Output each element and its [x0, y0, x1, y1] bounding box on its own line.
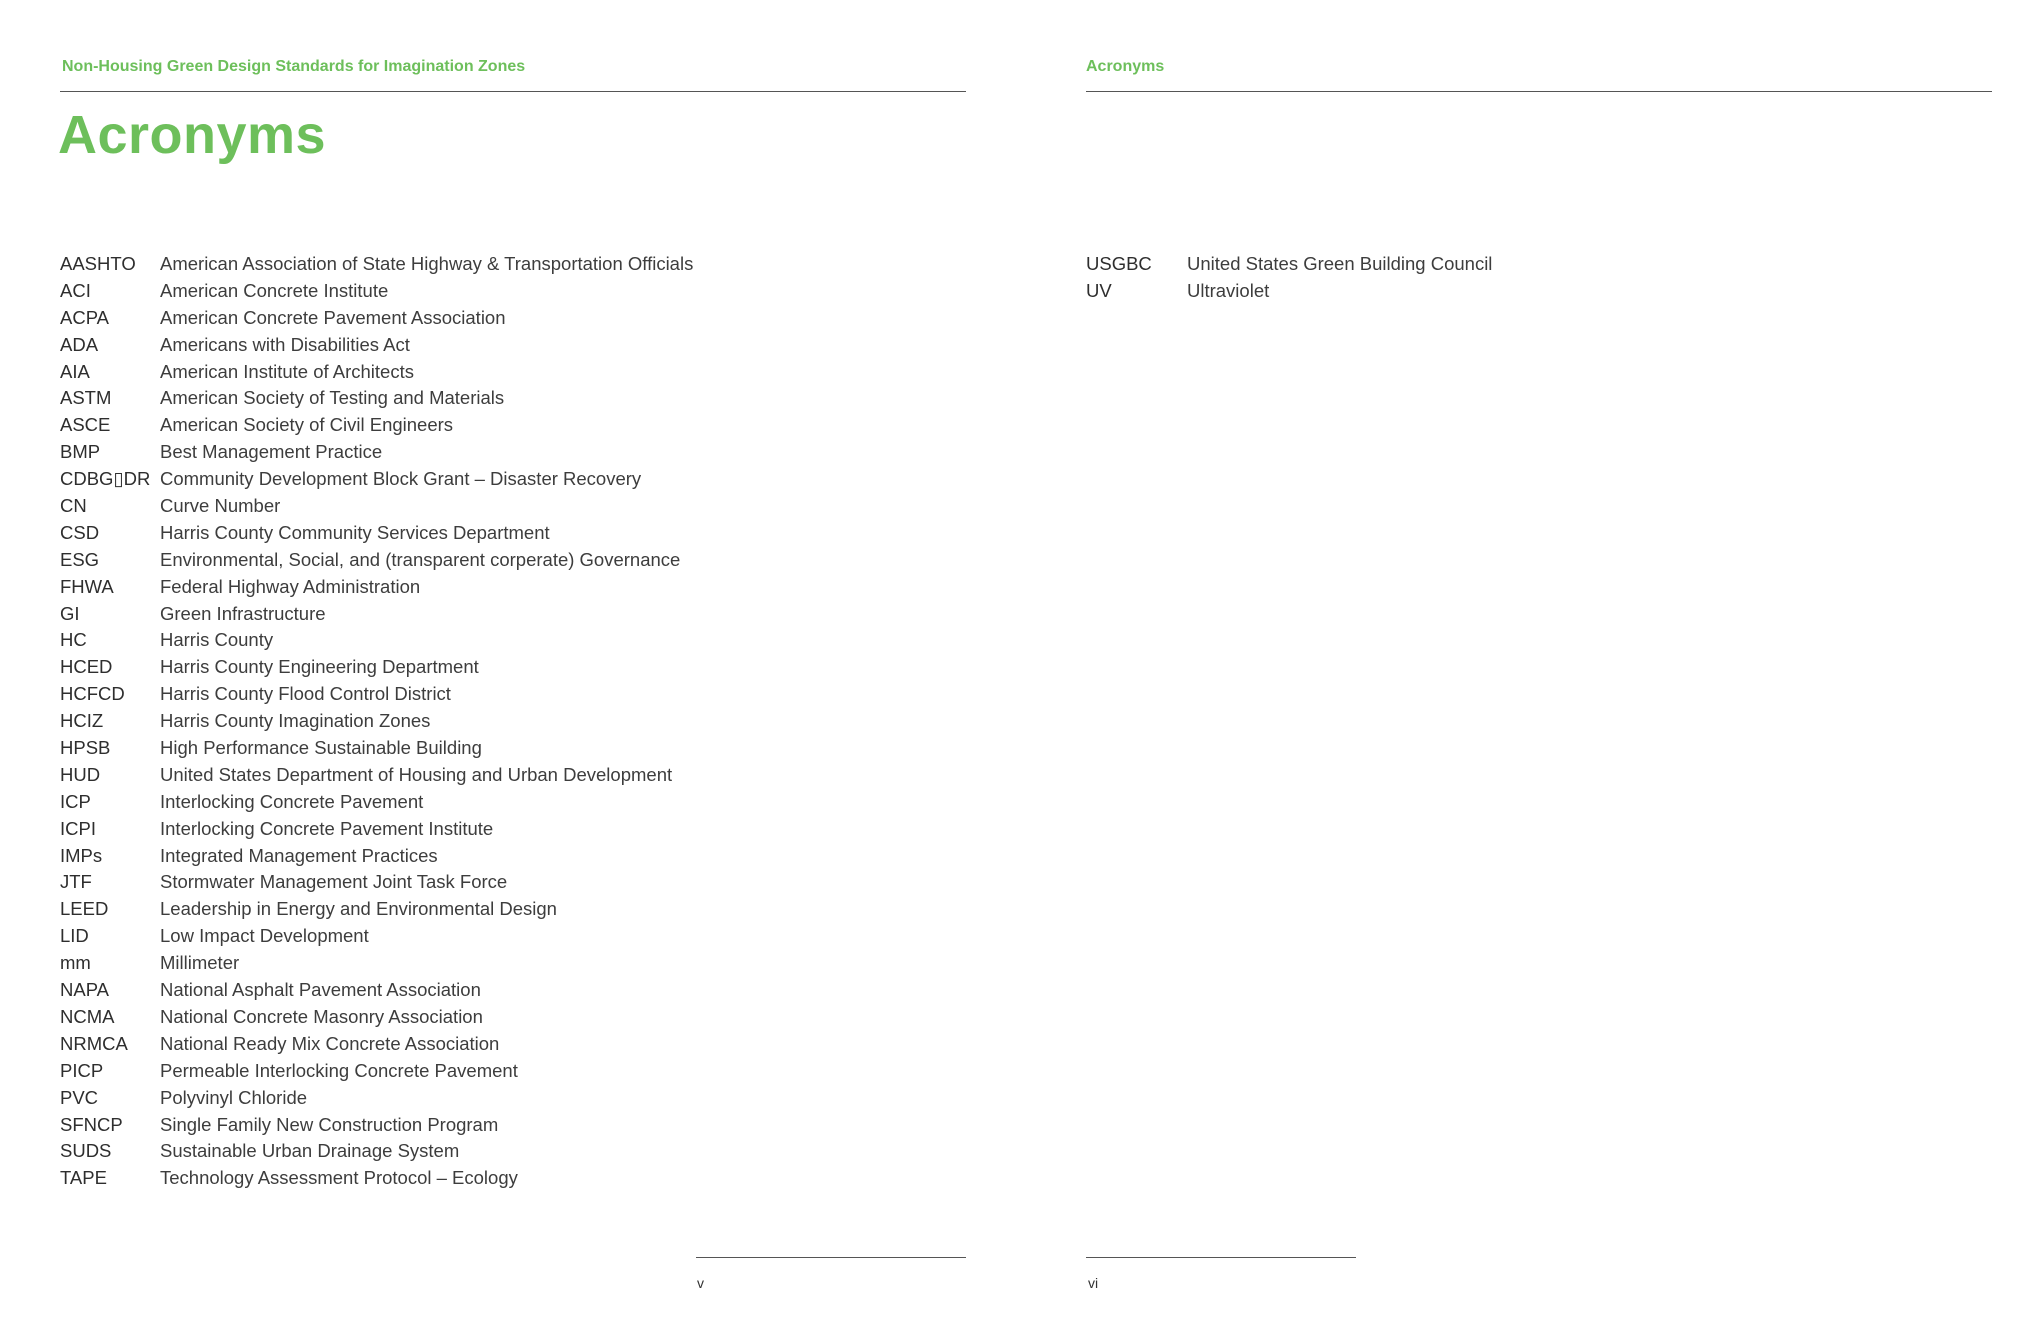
acronym-entry: [60, 789, 693, 816]
acronym-entry: [60, 547, 693, 574]
acronym-abbreviation: ICP: [60, 790, 91, 812]
acronym-abbreviation: CSD: [60, 521, 100, 543]
acronym-abbreviation: ASTM: [60, 387, 112, 409]
acronym-definition: Interlocking Concrete Pavement: [160, 790, 424, 812]
acronym-entry: [60, 1031, 693, 1058]
acronym-abbreviation: ACPA: [60, 306, 110, 328]
acronym-entry: [60, 896, 693, 923]
acronym-entry: [60, 923, 693, 950]
acronym-abbreviation: JTF: [60, 871, 92, 893]
acronym-abbreviation: PVC: [60, 1086, 99, 1108]
acronym-definition: Stormwater Management Joint Task Force: [160, 871, 508, 893]
acronym-entry: [60, 251, 693, 278]
acronym-entry: [60, 305, 693, 332]
acronym-definition: Curve Number: [160, 495, 281, 517]
acronym-entry: [60, 681, 693, 708]
acronym-entry: [60, 816, 693, 843]
acronym-entry: [1086, 278, 1492, 305]
acronym-abbreviation: HCFCD: [60, 683, 125, 705]
acronym-entry: [60, 762, 693, 789]
acronym-abbreviation: NAPA: [60, 979, 110, 1001]
acronym-abbreviation: AASHTO: [60, 253, 136, 274]
page-number: v: [697, 1275, 704, 1291]
running-header: Acronyms: [1086, 58, 1165, 75]
acronym-entry: [60, 869, 693, 896]
acronym-definition: High Performance Sustainable Building: [160, 737, 482, 759]
acronym-definition: American Society of Testing and Materials: [160, 387, 505, 409]
acronym-entry: [60, 278, 693, 305]
acronym-list: [60, 251, 693, 1192]
acronym-definition: Community Development Block Grant – Disaster Recovery: [160, 468, 642, 490]
acronym-abbreviation: BMP: [60, 441, 101, 463]
acronym-definition: Harris County Engineering Department: [160, 656, 479, 678]
acronym-definition: Millimeter: [160, 952, 240, 974]
acronym-definition: Polyvinyl Chloride: [160, 1086, 308, 1108]
acronym-abbreviation: TAPE: [60, 1167, 107, 1189]
acronym-list: [1086, 251, 1492, 305]
running-header: Non-Housing Green Design Standards for Imagination Zones: [62, 58, 526, 75]
acronym-definition: Integrated Management Practices: [160, 844, 438, 866]
acronym-entry: [60, 1165, 693, 1192]
footer-rule: [1086, 1257, 1356, 1258]
acronym-entry: [60, 735, 693, 762]
acronym-entry: [60, 412, 693, 439]
acronym-definition: Permeable Interlocking Concrete Pavement: [160, 1059, 518, 1081]
acronym-abbreviation: FHWA: [60, 575, 114, 597]
right-page: [1020, 0, 2040, 1320]
acronym-definition: Harris County Imagination Zones: [160, 710, 431, 732]
acronym-abbreviation: LID: [60, 925, 89, 947]
acronym-abbreviation: mm: [60, 952, 91, 974]
acronym-definition: Americans with Disabilities Act: [160, 333, 410, 355]
header-rule: [60, 91, 966, 92]
acronym-definition: National Asphalt Pavement Association: [160, 979, 481, 1001]
acronym-entry: [60, 520, 693, 547]
acronym-definition: Leadership in Energy and Environmental Design: [160, 898, 557, 920]
acronym-entry: [60, 627, 693, 654]
acronym-abbreviation: ASCE: [60, 414, 111, 436]
acronym-definition: Sustainable Urban Drainage System: [160, 1140, 460, 1162]
acronym-abbreviation: ACI: [60, 279, 91, 301]
acronym-definition: Federal Highway Administration: [160, 575, 421, 597]
acronym-abbreviation: PICP: [60, 1059, 104, 1081]
acronym-abbreviation: HPSB: [60, 737, 111, 759]
acronym-definition: Low Impact Development: [160, 925, 369, 947]
acronym-definition: Single Family New Construction Program: [160, 1113, 499, 1135]
acronym-abbreviation: CN: [60, 495, 87, 517]
acronym-definition: Technology Assessment Protocol – Ecology: [160, 1167, 518, 1189]
acronym-entry: [60, 654, 693, 681]
acronym-definition: Environmental, Social, and (transparent corperate) Governance: [160, 548, 681, 570]
acronym-entry: [60, 977, 693, 1004]
acronym-entry: [60, 601, 693, 628]
acronym-entry: [60, 359, 693, 386]
acronym-entry: [60, 466, 693, 493]
acronym-definition: Interlocking Concrete Pavement Institute: [160, 817, 494, 839]
acronym-entry: [60, 1112, 693, 1139]
acronym-definition: Harris County: [160, 629, 274, 651]
acronym-definition: National Ready Mix Concrete Association: [160, 1032, 500, 1054]
acronym-definition: Best Management Practice: [160, 441, 383, 463]
acronym-definition: United States Green Building Council: [1187, 253, 1493, 274]
header-rule: [1086, 91, 1992, 92]
page-number: vi: [1088, 1275, 1099, 1291]
acronym-entry: [60, 574, 693, 601]
acronym-abbreviation: ADA: [60, 333, 99, 355]
acronym-abbreviation: UV: [1086, 279, 1112, 301]
acronym-abbreviation: ICPI: [60, 817, 96, 839]
acronym-abbreviation: HCIZ: [60, 710, 104, 732]
acronym-abbreviation: NCMA: [60, 1005, 115, 1027]
acronym-abbreviation: NRMCA: [60, 1032, 128, 1054]
page-title: Acronyms: [58, 105, 327, 165]
acronym-entry: [60, 1004, 693, 1031]
acronym-entry: [60, 1138, 693, 1165]
acronym-entry: [60, 1058, 693, 1085]
acronym-entry: [60, 493, 693, 520]
acronym-definition: Harris County Flood Control District: [160, 683, 451, 705]
acronym-definition: National Concrete Masonry Association: [160, 1005, 483, 1027]
acronym-abbreviation: HCED: [60, 656, 113, 678]
acronym-entry: [60, 385, 693, 412]
acronym-abbreviation: USGBC: [1086, 253, 1152, 274]
acronym-entry: [60, 439, 693, 466]
acronym-abbreviation: CDBG▯DR: [60, 468, 151, 490]
acronym-abbreviation: SUDS: [60, 1140, 112, 1162]
acronym-definition: American Concrete Institute: [160, 279, 389, 301]
footer-rule: [696, 1257, 966, 1258]
acronym-definition: Harris County Community Services Department: [160, 521, 550, 543]
acronym-definition: Ultraviolet: [1187, 279, 1270, 301]
acronym-abbreviation: HUD: [60, 763, 101, 785]
acronym-abbreviation: LEED: [60, 898, 109, 920]
acronym-abbreviation: GI: [60, 602, 80, 624]
acronym-entry: [60, 950, 693, 977]
acronym-abbreviation: ESG: [60, 548, 100, 570]
acronym-abbreviation: SFNCP: [60, 1113, 123, 1135]
acronym-entry: [60, 708, 693, 735]
acronym-definition: American Institute of Architects: [160, 360, 414, 382]
acronym-definition: United States Department of Housing and Urban Development: [160, 763, 673, 785]
acronym-abbreviation: IMPs: [60, 844, 103, 866]
acronym-entry: [1086, 251, 1492, 278]
acronym-abbreviation: AIA: [60, 360, 90, 382]
acronym-definition: American Society of Civil Engineers: [160, 414, 454, 436]
acronym-abbreviation: HC: [60, 629, 87, 651]
acronym-entry: [60, 1085, 693, 1112]
acronym-definition: American Association of State Highway & Transportation Officials: [160, 253, 694, 274]
acronym-definition: American Concrete Pavement Association: [160, 306, 506, 328]
acronym-entry: [60, 843, 693, 870]
acronym-entry: [60, 332, 693, 359]
acronym-definition: Green Infrastructure: [160, 602, 326, 624]
